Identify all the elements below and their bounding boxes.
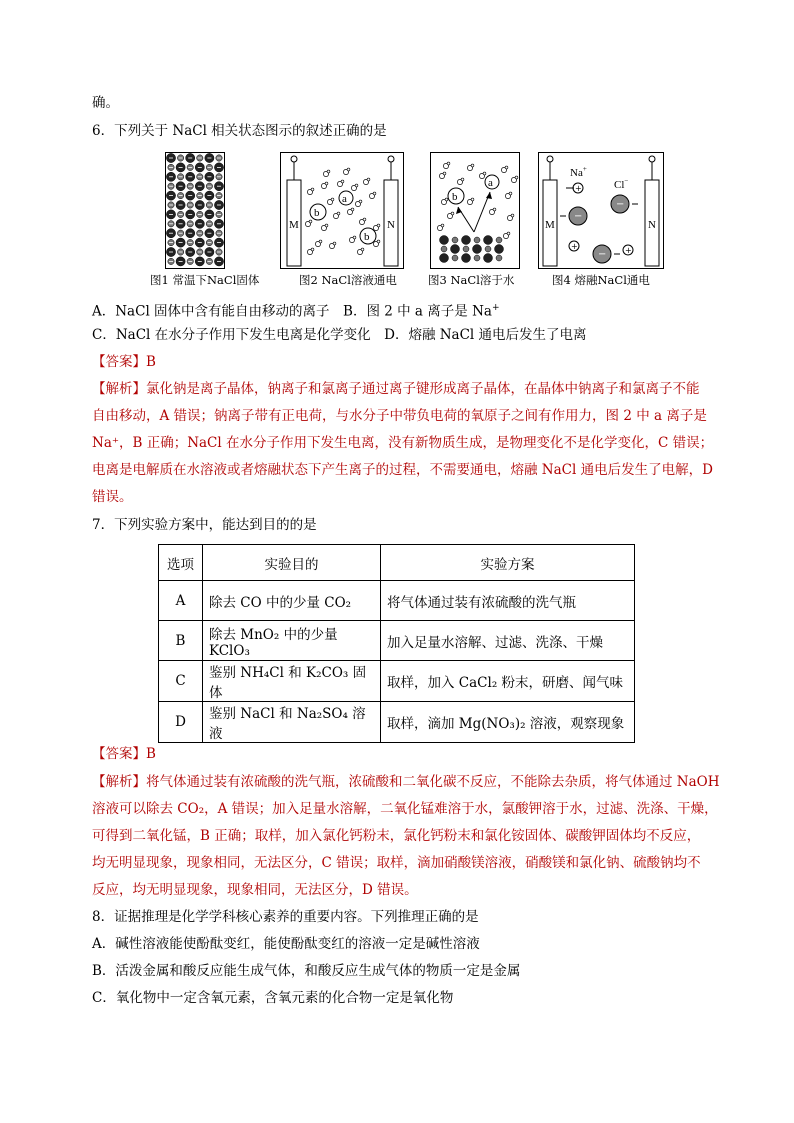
caption-figure-3: 图3 NaCl溶于水 xyxy=(428,273,515,287)
q7-analysis-line-2: 溶液可以除去 CO₂，A 错误；加入足量水溶解，二氧化锰难溶于水，氯酸钾溶于水，过滤、洗涤、干燥， xyxy=(92,801,718,817)
row-plan: 加入足量水溶解、过滤、洗涤、干燥 xyxy=(381,621,635,661)
q7-analysis-line-5: 反应，均无明显现象，现象相同，无法区分，D 错误。 xyxy=(92,882,418,898)
na-ion-label: Na+ xyxy=(570,165,587,179)
q6-analysis-line-3: Na⁺，B 正确；NaCl 在水分子作用下发生电离，没有新物质生成，是物理变化不是化学变化，C 错误； xyxy=(92,435,714,451)
row-goal: 除去 CO 中的少量 CO₂ xyxy=(203,581,381,621)
q6-analysis-line-2: 自由移动，A 错误；钠离子带有正电荷，与水分子中带负电荷的氧原子之间有作用力，图 2 中 a 离子是 xyxy=(92,408,707,424)
q8-option-c: C．氧化物中一定含氧元素，含氧元素的化合物一定是氧化物 xyxy=(92,990,454,1006)
caption-figure-4: 图4 熔融NaCl通电 xyxy=(552,273,650,287)
fig4-electrode-n-label: N xyxy=(648,219,656,231)
q6-answer: 【答案】B xyxy=(92,354,156,370)
fig3-ion-b-label: b xyxy=(452,191,458,203)
caption-figure-1: 图1 常温下NaCl固体 xyxy=(150,273,260,287)
q6-analysis-line-5: 错误。 xyxy=(92,489,133,505)
q7-stem: 7．下列实验方案中，能达到目的的是 xyxy=(92,517,317,533)
electrode-m-label: M xyxy=(289,219,299,231)
row-goal: 鉴别 NaCl 和 Na₂SO₄ 溶液 xyxy=(203,702,381,743)
header-option: 选项 xyxy=(159,545,203,581)
row-plan: 将气体通过装有浓硫酸的洗气瓶 xyxy=(381,581,635,621)
figure-1-nacl-solid xyxy=(165,152,225,269)
svg-text:+: + xyxy=(571,242,578,251)
ion-a-label: a xyxy=(342,193,347,205)
svg-text:−: − xyxy=(574,211,583,222)
figure-4-molten-nacl-electrolysis xyxy=(538,152,664,269)
fig3-ion-a-label: a xyxy=(488,177,493,189)
header-goal: 实验目的 xyxy=(203,545,381,581)
q8-option-a: A．碱性溶液能使酚酞变红，能使酚酞变红的溶液一定是碱性溶液 xyxy=(92,936,480,952)
q8-option-b: B．活泼金属和酸反应能生成气体，和酸反应生成气体的物质一定是金属 xyxy=(92,963,521,979)
header-plan: 实验方案 xyxy=(381,545,635,581)
row-plan: 取样，滴加 Mg(NO₃)₂ 溶液，观察现象 xyxy=(381,702,635,743)
svg-text:+: + xyxy=(625,246,632,255)
row-plan: 取样，加入 CaCl₂ 粉末，研磨、闻气味 xyxy=(381,661,635,702)
q6-option-cd: C．NaCl 在水分子作用下发生电离是化学变化 D．熔融 NaCl 通电后发生了电离 xyxy=(92,327,587,343)
row-option: B xyxy=(159,621,203,661)
ion-b-label: b xyxy=(314,207,320,219)
q5-tail: 确。 xyxy=(92,95,119,111)
figure-3-nacl-dissolving xyxy=(430,152,520,269)
q7-options-table xyxy=(158,544,635,743)
q8-stem: 8．证据推理是化学学科核心素养的重要内容。下列推理正确的是 xyxy=(92,909,479,925)
q7-analysis-line-1: 【解析】将气体通过装有浓硫酸的洗气瓶，浓硫酸和二氧化碳不反应，不能除去杂质，将气体通过 NaOH xyxy=(92,774,720,790)
fig4-electrode-m-label: M xyxy=(545,219,555,231)
q7-analysis-line-4: 均无明显现象，现象相同，无法区分，C 错误；取样，滴加硝酸镁溶液，硝酸镁和氯化钠、硫酸钠均不 xyxy=(92,855,701,871)
table-row xyxy=(159,581,635,621)
row-goal: 除去 MnO₂ 中的少量 KClO₃ xyxy=(203,621,381,661)
q7-answer: 【答案】B xyxy=(92,746,156,762)
svg-text:+: + xyxy=(575,184,582,193)
ion-b2-label: b xyxy=(364,231,370,243)
svg-text:−: − xyxy=(598,249,607,260)
row-goal: 鉴别 NH₄Cl 和 K₂CO₃ 固体 xyxy=(203,661,381,702)
caption-figure-2: 图2 NaCl溶液通电 xyxy=(299,273,397,287)
cl-ion-label: Cl− xyxy=(614,177,629,191)
q6-option-ab: A．NaCl 固体中含有能自由移动的离子 B．图 2 中 a 离子是 Na+ xyxy=(92,303,500,320)
table-row xyxy=(159,621,635,661)
table-row xyxy=(159,702,635,743)
q6-analysis-line-4: 电离是电解质在水溶液或者熔融状态下产生离子的过程，不需要通电，熔融 NaCl 通电后发生了电解，D xyxy=(92,462,713,478)
svg-text:−: − xyxy=(616,199,625,210)
electrode-n-label: N xyxy=(387,219,395,231)
row-option: D xyxy=(159,702,203,743)
q6-stem: 6．下列关于 NaCl 相关状态图示的叙述正确的是 xyxy=(92,123,387,139)
row-option: C xyxy=(159,661,203,702)
q6-analysis-line-1: 【解析】氯化钠是离子晶体，钠离子和氯离子通过离子键形成离子晶体，在晶体中钠离子和氯离子不能 xyxy=(92,381,700,397)
table-row xyxy=(159,661,635,702)
q7-analysis-line-3: 可得到二氧化锰，B 正确；取样，加入氯化钙粉末，氯化钙粉末和氯化铵固体、碳酸钾固体均不反应， xyxy=(92,828,701,844)
figure-2-nacl-solution-electrolysis xyxy=(280,152,404,269)
table-header-row xyxy=(159,545,635,581)
row-option: A xyxy=(159,581,203,621)
